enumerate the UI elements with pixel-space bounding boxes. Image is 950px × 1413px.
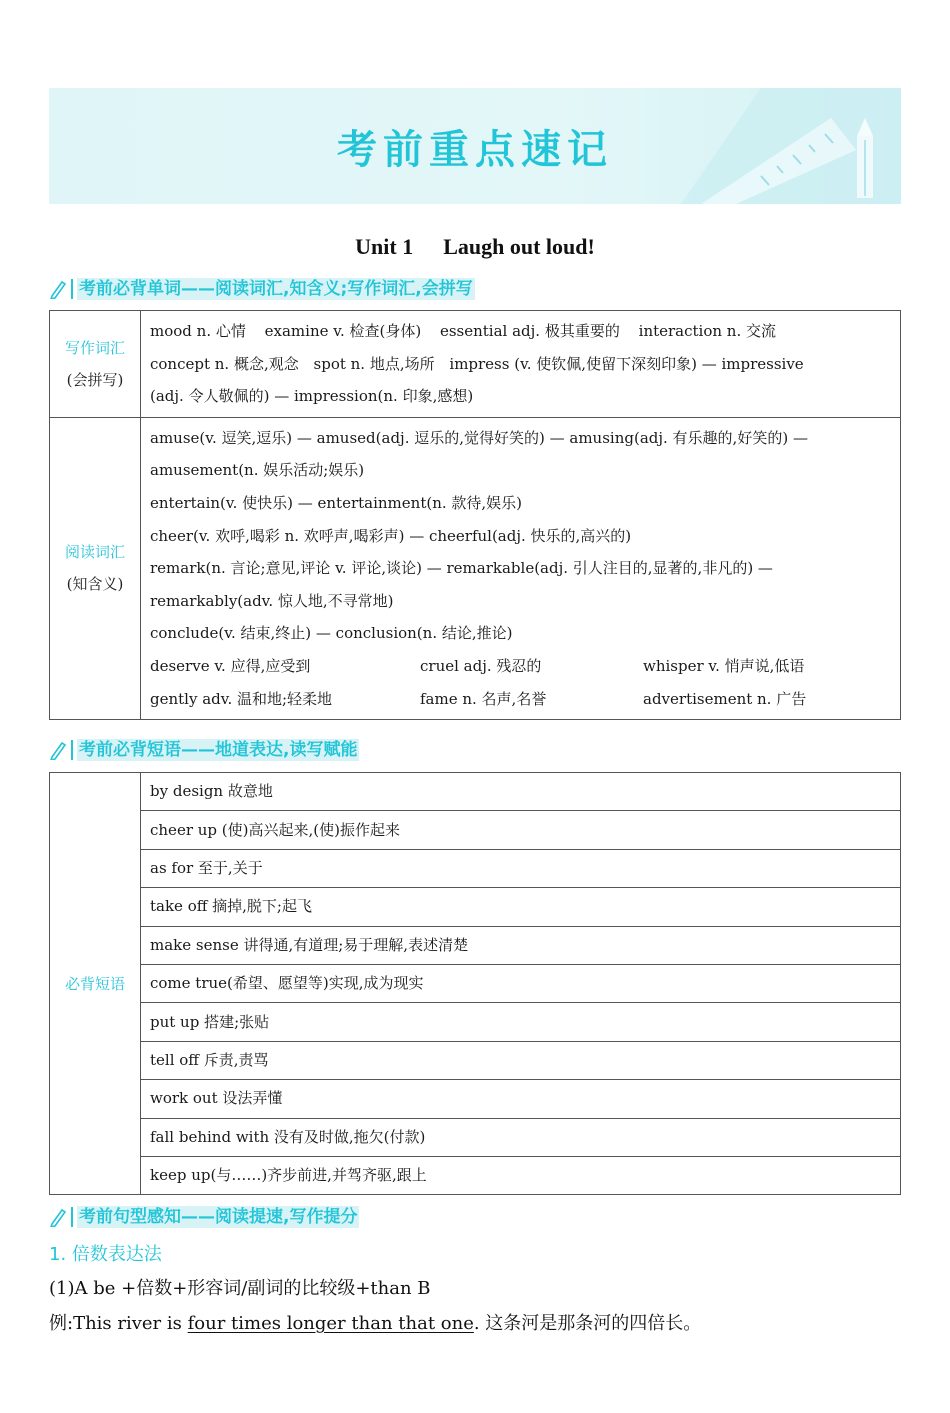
phrase-item: fall behind with 没有及时做,拖欠(付款) <box>141 1118 901 1156</box>
reading-vocab-row <box>50 417 901 719</box>
pattern-formula: (1)A be +倍数+形容词/副词的比较级+than B <box>49 1278 431 1299</box>
vocab-entry: gently adv. 温和地;轻柔地 <box>150 689 333 708</box>
writing-vocab-label <box>50 311 141 418</box>
example-prefix: 例:This river is <box>49 1313 188 1334</box>
vocab-grid-row <box>150 650 892 683</box>
table-row <box>50 888 901 926</box>
section-heading-vocabulary <box>49 277 475 301</box>
phrase-item: make sense 讲得通,有道理;易于理解,表述清楚 <box>141 926 901 964</box>
heading-bar <box>71 1207 73 1227</box>
writing-vocab-content <box>141 311 901 418</box>
pencil-icon <box>49 279 67 299</box>
phrase-item: put up 搭建;张贴 <box>141 1003 901 1041</box>
phrase-item: come true(希望、愿望等)实现,成为现实 <box>141 964 901 1002</box>
vocab-line: cheer(v. 欢呼,喝彩 n. 欢呼声,喝彩声) — cheerful(adj. 快乐的,高兴的) <box>150 526 632 545</box>
phrase-item: cheer up (使)高兴起来,(使)振作起来 <box>141 811 901 849</box>
vocab-entry: mood n. 心情 <box>150 322 246 340</box>
writing-sublabel: (会拼写) <box>66 370 124 389</box>
vocab-line: (adj. 令人敬佩的) — impression(n. 印象,感想) <box>150 387 474 406</box>
vocab-grid-row <box>150 683 892 716</box>
phrase-item: keep up(与……)齐步前进,并驾齐驱,跟上 <box>141 1156 901 1194</box>
table-row <box>50 964 901 1002</box>
pencil-icon <box>49 740 67 760</box>
phrases-label: 必背短语 <box>50 773 141 1195</box>
vocab-entry: essential adj. 极其重要的 <box>439 322 620 340</box>
phrase-item: tell off 斥责,责骂 <box>141 1041 901 1079</box>
phrase-item: work out 设法弄懂 <box>141 1080 901 1118</box>
section-heading-sentences <box>49 1205 359 1229</box>
vocab-line: amuse(v. 逗笑,逗乐) — amused(adj. 逗乐的,觉得好笑的) — amusing(adj. 有乐趣的,好笑的) — <box>150 428 808 447</box>
vocab-entry: impress (v. 使钦佩,使留下深刻印象) — impressive <box>449 354 804 373</box>
table-row <box>50 773 901 811</box>
pencil-icon <box>49 1207 67 1227</box>
phrase-item: take off 摘掉,脱下;起飞 <box>141 888 901 926</box>
header-banner <box>49 88 901 204</box>
section-heading-text: 考前句型感知——阅读提速,写作提分 <box>79 1207 358 1227</box>
unit-title <box>0 234 950 260</box>
unit-name: Laugh out loud! <box>443 234 595 259</box>
vocab-line: remark(n. 言论;意见,评论 v. 评论,谈论) — remarkable(adj. 引人注目的,显著的,非凡的) — <box>150 559 773 578</box>
writing-label: 写作词汇 <box>64 338 125 357</box>
pattern-title: 1. 倍数表达法 <box>49 1244 162 1265</box>
heading-bar <box>71 279 73 299</box>
table-row <box>50 926 901 964</box>
table-row <box>50 1003 901 1041</box>
reading-vocab-content <box>141 417 901 719</box>
reading-label: 阅读词汇 <box>64 543 125 562</box>
vocab-entry: whisper v. 悄声说,低语 <box>643 656 805 675</box>
page-title: 考前重点速记 <box>337 127 613 173</box>
vocab-line: entertain(v. 使快乐) — entertainment(n. 款待,娱乐) <box>150 493 523 512</box>
vocab-line: amusement(n. 娱乐活动;娱乐) <box>150 461 365 480</box>
section-heading-phrases <box>49 738 359 762</box>
reading-vocab-label <box>50 417 141 719</box>
phrase-item: as for 至于,关于 <box>141 849 901 887</box>
phrase-item: by design 故意地 <box>141 773 901 811</box>
vocab-entry: cruel adj. 残忍的 <box>420 656 542 675</box>
section-heading-text: 考前必背短语——地道表达,读写赋能 <box>79 740 358 760</box>
table-row <box>50 849 901 887</box>
vocab-line: conclude(v. 结束,终止) — conclusion(n. 结论,推论) <box>150 624 513 643</box>
vocab-entry: examine v. 检查(身体) <box>264 322 422 340</box>
vocabulary-table <box>49 310 901 720</box>
vocab-entry: fame n. 名声,名誉 <box>420 689 547 708</box>
table-row <box>50 1118 901 1156</box>
table-row <box>50 1080 901 1118</box>
example-suffix: . 这条河是那条河的四倍长。 <box>473 1313 702 1334</box>
pattern-example <box>49 1309 701 1335</box>
vocab-line <box>150 315 892 348</box>
vocab-entry: spot n. 地点,场所 <box>313 354 435 373</box>
vocab-line <box>150 348 892 381</box>
vocab-entry: advertisement n. 广告 <box>643 689 807 708</box>
table-row <box>50 1156 901 1194</box>
vocab-entry: concept n. 概念,观念 <box>150 354 299 373</box>
phrases-table <box>49 772 901 1195</box>
table-row <box>50 1041 901 1079</box>
table-row <box>50 811 901 849</box>
reading-sublabel: (知含义) <box>66 575 124 594</box>
example-underlined: four times longer than that one <box>187 1313 474 1334</box>
unit-number: Unit 1 <box>355 234 414 259</box>
vocab-line: remarkably(adv. 惊人地,不寻常地) <box>150 591 394 610</box>
vocab-entry: deserve v. 应得,应受到 <box>150 656 311 675</box>
heading-bar <box>71 740 73 760</box>
writing-vocab-row <box>50 311 901 418</box>
vocab-entry: interaction n. 交流 <box>638 322 776 340</box>
section-heading-text: 考前必背单词——阅读词汇,知含义;写作词汇,会拼写 <box>79 279 473 299</box>
